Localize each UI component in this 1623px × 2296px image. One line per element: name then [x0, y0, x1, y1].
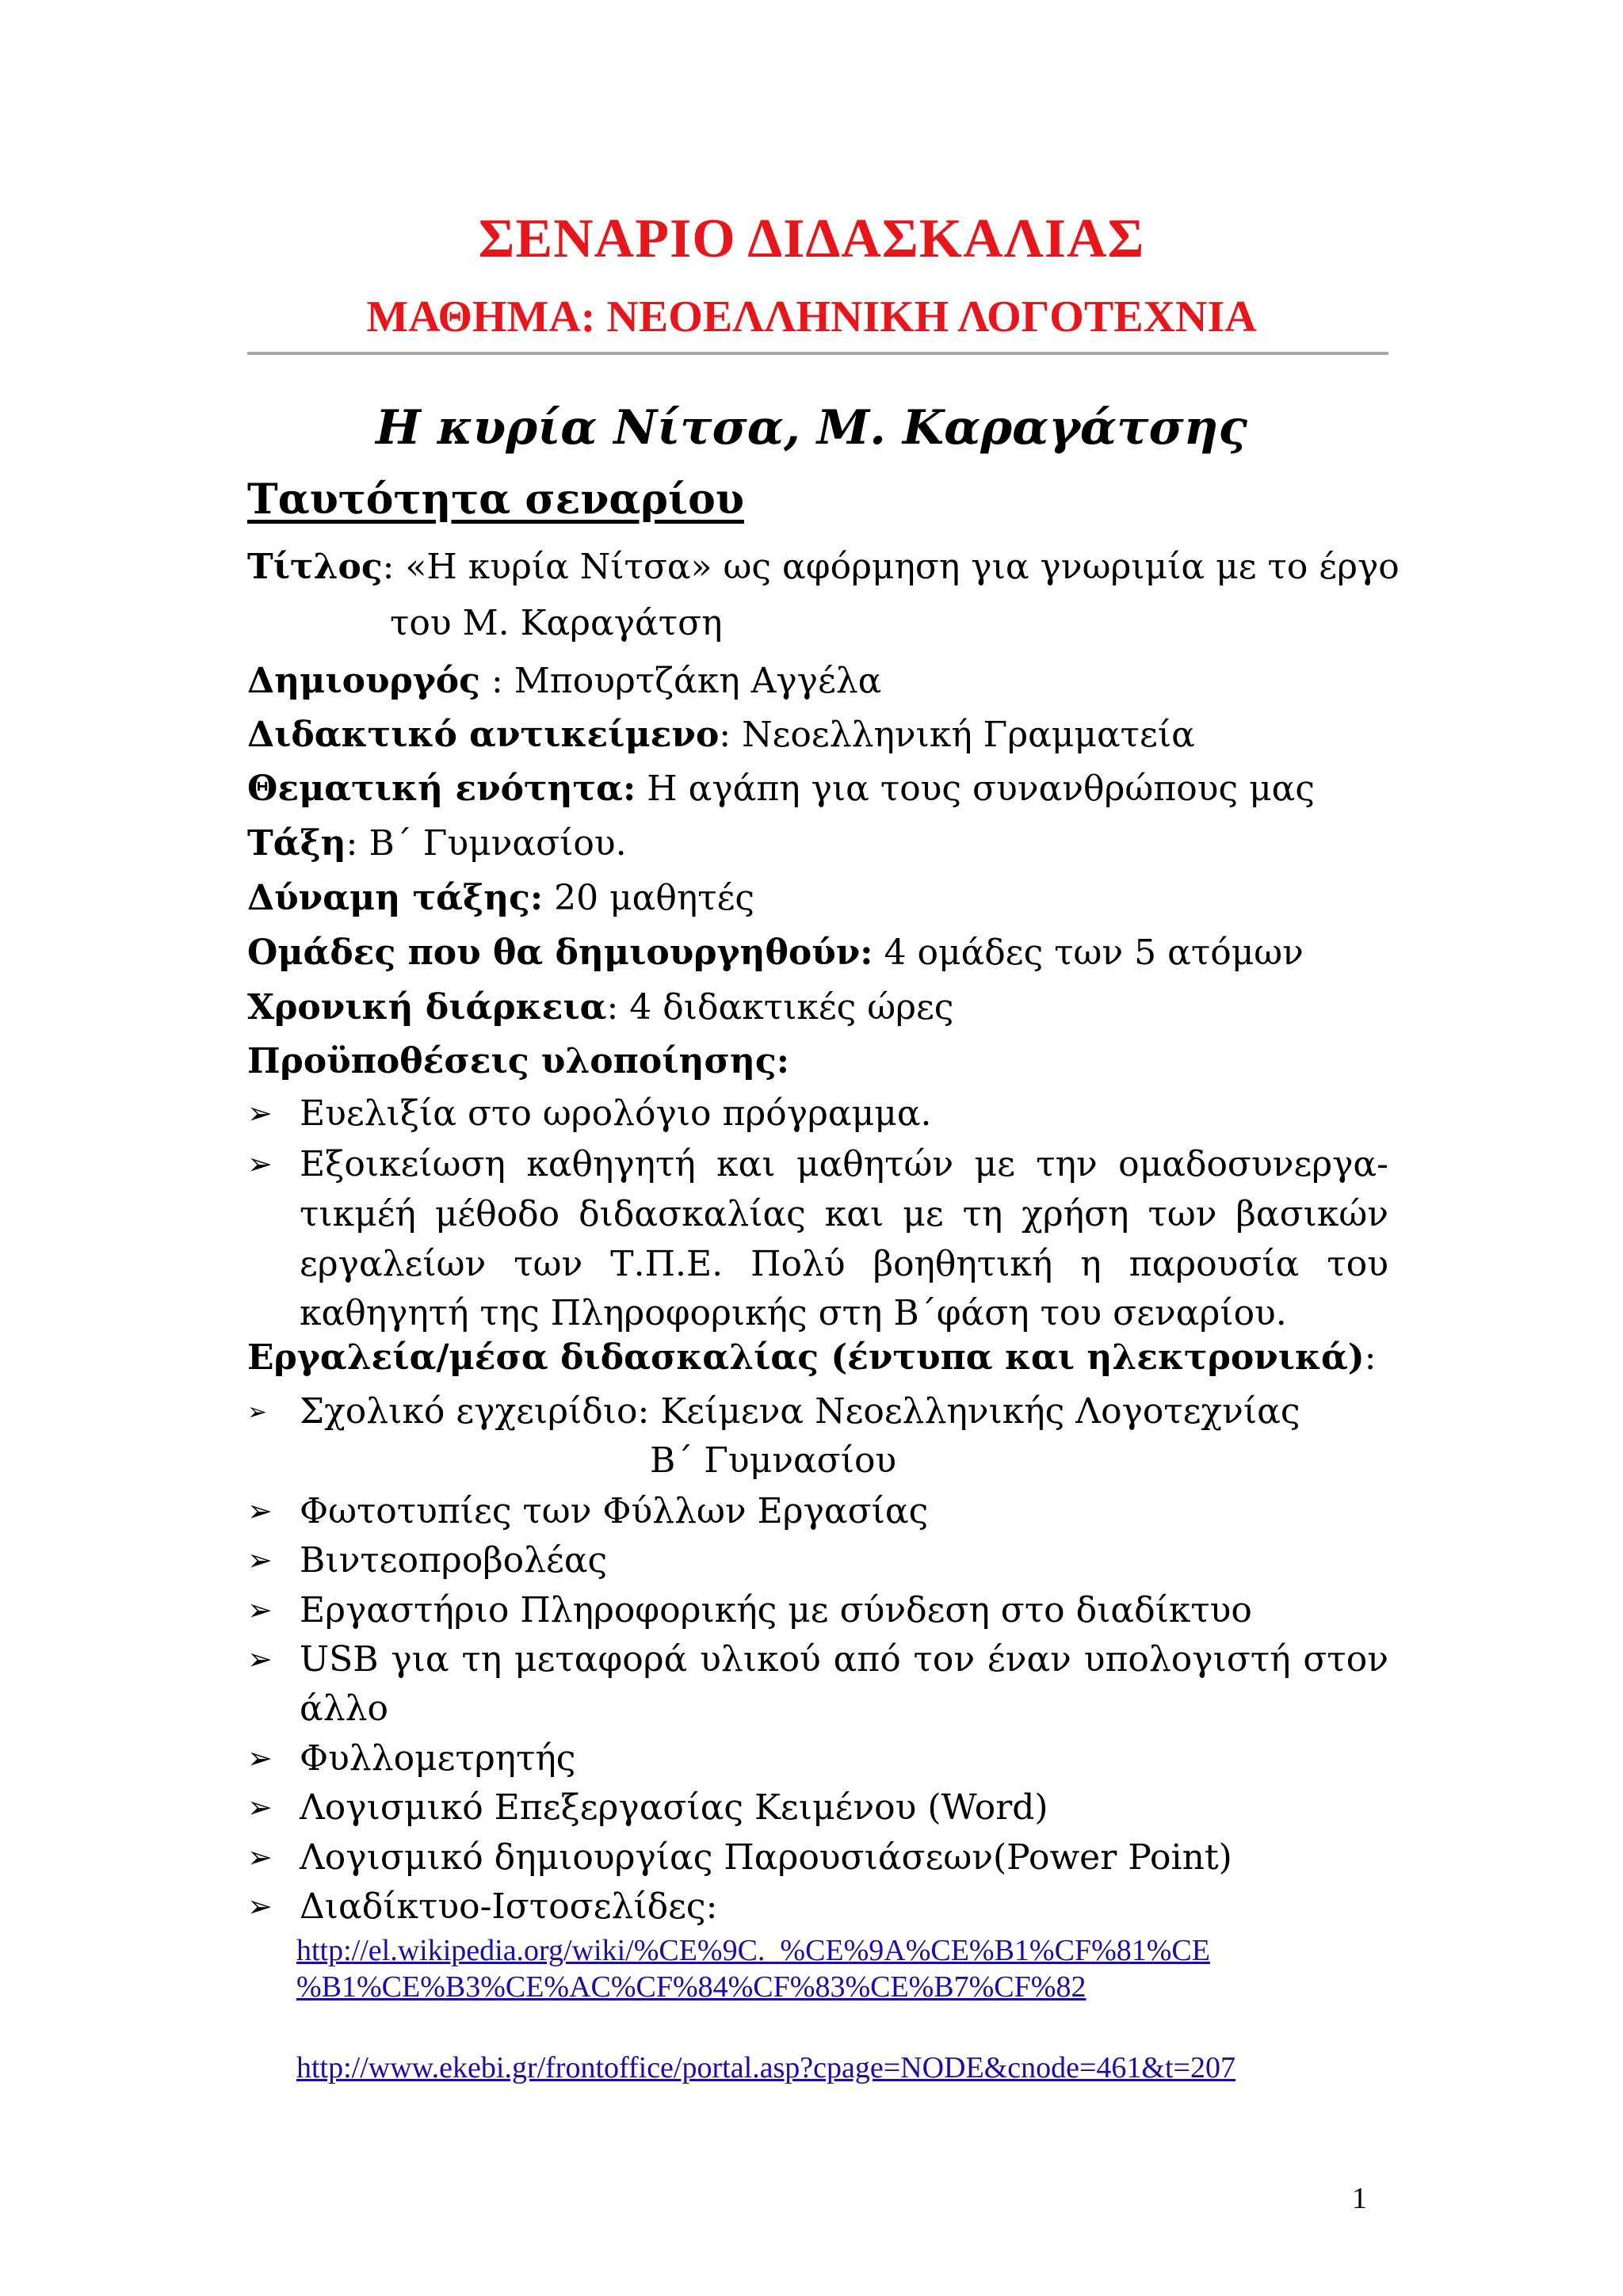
document-page: ΣΕΝΑΡΙΟ ΔΙΔΑΣΚΑΛΙΑΣ ΜΑΘΗΜΑ: ΝΕΟΕΛΛΗΝΙΚΗ ΛΟΓΟΤΕΧΝΙΑ Η κυρία Νίτσα, Μ. Καραγάτσης Ταυτότητα σεναρίου Τίτλος: «Η κυρία Νίτσα» ως αφόρμηση για γνωριμία με το έργο του Μ. Καραγάτση Δημιουργός : Μπουρτζάκη Αγγέλα Διδακτικό αντικείμενο: Νεοελληνική Γραμματεία Θεματική ενότητα: Η αγάπη για τους συνανθρώπους μας Τάξη: Β΄ Γυμνασίου. Δύναμη τάξης: 20 μαθητές Ομάδες που θα δημιουργηθούν: 4 ομάδες των 5 ατόμων Χρονική διάρκεια: 4 διδακτικές ώρες Προϋποθέσεις υλοποίησης: ➢ Ευελιξία στο ωρολόγιο πρόγραμμα. ➢ Εξοικείωση καθηγητή και μαθητών με την ομαδοσυνεργα- τικμέή μέθοδο διδασκαλίας και με τη χρήση των βασικών εργαλείων των Τ.Π.Ε. Πολύ βοηθητική η παρουσία του καθηγητή της Πληροφορικής στη Β΄φάση του σεναρίου. Εργαλεία/μέσα διδασκαλίας (έντυπα και ηλεκτρονικά): ➢ Σχολικό εγχειρίδιο: Κείμενα Νεοελληνικής Λογοτεχνίας Β΄ Γυμνασίου ➢ Φωτοτυπίες των Φύλλων Εργασίας ➢ Βιντεοπροβολέας ➢ Εργαστήριο Πληροφορικής με σύνδεση στο διαδίκτυο ➢ USB για τη μεταφορά υλικού από τον έναν υπολογιστή στον άλλο ➢ Φυλλομετρητής ➢ Λογισμικό Επεξεργασίας Κειμένου (Word) ➢ Λογισμικό δημιουργίας Παρουσιάσεων(Power Point) ➢ Διαδίκτυο-Ιστοσελίδες: http://el.wikipedia.org/wiki/%CE%9C._%CE%9A%CE%B1%CF%81%CE %B1%CE%B3%CE%AC%CF%84%CF%83%CE%B7%CF%82 http://www.ekebi.gr/frontoffice/portal.asp?cpage=NODE&cnode=461&t=207 1: [0, 0, 1623, 2296]
arrow-bullet-icon: ➢: [247, 1493, 273, 1528]
arrow-bullet-icon: ➢: [247, 1840, 273, 1875]
creator-row: [247, 661, 882, 701]
wikipedia-link[interactable]: http://el.wikipedia.org/wiki/%CE%9C._%CE%9A%CE%B1%CF%81%CE: [296, 1934, 1210, 1967]
section-heading: Ταυτότητα σεναρίου: [247, 475, 744, 524]
size-label: Δύναμη τάξης:: [247, 878, 544, 918]
prerequisites-heading: Προϋποθέσεις υλοποίησης:: [247, 1041, 789, 1081]
title-row-continued: του Μ. Καραγάτση: [390, 603, 723, 643]
wikipedia-link-continued[interactable]: %B1%CE%B3%CE%AC%CF%84%CF%83%CE%B7%CF%82: [296, 1970, 1086, 2004]
arrow-bullet-icon: ➢: [247, 1889, 273, 1924]
creator-label: Δημιουργός: [247, 661, 480, 701]
work-title: Η κυρία Νίτσα, Μ. Καραγάτσης: [376, 400, 1247, 456]
arrow-bullet-icon: ➢: [247, 1146, 273, 1181]
duration-row: [247, 987, 954, 1028]
class-label: Τάξη: [247, 823, 346, 864]
object-row: [247, 715, 1195, 755]
object-value: : Νεοελληνική Γραμματεία: [719, 715, 1195, 755]
class-value: : Β΄ Γυμνασίου.: [346, 823, 627, 864]
list-item-continued: Β΄ Γυμνασίου: [650, 1440, 897, 1481]
arrow-bullet-icon: ➢: [247, 1642, 273, 1676]
subject-heading: ΜΑΘΗΜΑ: ΝΕΟΕΛΛΗΝΙΚΗ ΛΟΓΟΤΕΧΝΙΑ: [366, 292, 1257, 341]
unit-row: [247, 769, 1316, 809]
groups-label: Ομάδες που θα δημιουργηθούν:: [247, 933, 873, 973]
tools-heading: Εργαλεία/μέσα διδασκαλίας (έντυπα και ηλεκτρονικά):: [247, 1337, 1377, 1378]
title-divider: [247, 352, 1388, 355]
page-number: 1: [1352, 2182, 1367, 2215]
arrow-bullet-icon: ➢: [247, 1398, 268, 1426]
arrow-bullet-icon: ➢: [247, 1790, 273, 1825]
ekebi-link[interactable]: http://www.ekebi.gr/frontoffice/portal.asp?cpage=NODE&cnode=461&t=207: [296, 2051, 1235, 2084]
duration-value: : 4 διδακτικές ώρες: [606, 987, 954, 1028]
creator-value: : Μπουρτζάκη Αγγέλα: [479, 661, 882, 701]
title-row: [247, 547, 1400, 587]
object-label: Διδακτικό αντικείμενο: [247, 715, 720, 755]
arrow-bullet-icon: ➢: [247, 1096, 273, 1131]
title-value: : «Η κυρία Νίτσα» ως αφόρμηση για γνωριμία με το έργο: [382, 547, 1400, 587]
unit-label: Θεματική ενότητα:: [247, 769, 636, 809]
title-label: Τίτλος: [247, 547, 383, 587]
size-row: [247, 878, 755, 918]
arrow-bullet-icon: ➢: [247, 1543, 273, 1577]
arrow-bullet-icon: ➢: [247, 1592, 273, 1627]
unit-value: Η αγάπη για τους συνανθρώπους μας: [636, 769, 1316, 809]
arrow-bullet-icon: ➢: [247, 1741, 273, 1775]
size-value: 20 μαθητές: [543, 878, 755, 918]
duration-label: Χρονική διάρκεια: [247, 987, 607, 1028]
groups-value: 4 ομάδες των 5 ατόμων: [873, 933, 1304, 973]
class-row: [247, 823, 627, 864]
groups-row: [247, 933, 1304, 973]
document-title: ΣΕΝΑΡΙΟ ΔΙΔΑΣΚΑΛΙΑΣ: [478, 208, 1145, 269]
